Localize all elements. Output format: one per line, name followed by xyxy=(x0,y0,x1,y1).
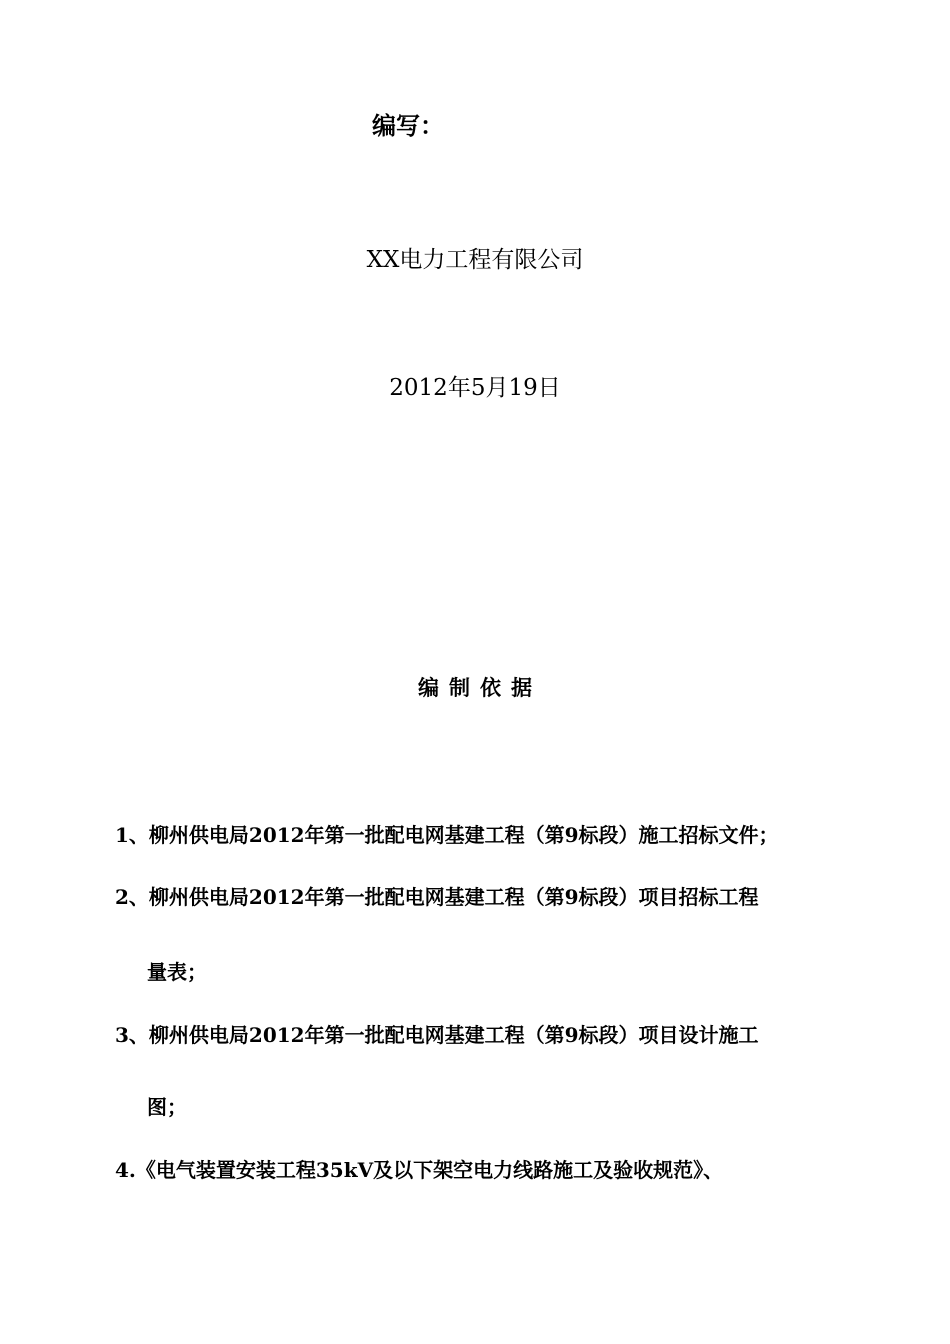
item-text: 柳州供电局2012年第一批配电网基建工程（第9标段）项目招标工程 xyxy=(148,885,759,909)
basis-item-1 xyxy=(115,825,779,845)
section-heading: 编制依据 xyxy=(418,675,542,700)
item-number: 1、 xyxy=(115,823,149,847)
author-label: 编写： xyxy=(372,111,444,140)
item-number: 2、 xyxy=(115,885,149,909)
basis-item-4 xyxy=(115,1160,723,1180)
item-text: 柳州供电局2012年第一批配电网基建工程（第9标段）项目设计施工 xyxy=(148,1023,759,1047)
item-number: 3、 xyxy=(115,1023,149,1047)
basis-item-3-continuation: 图； xyxy=(147,1095,187,1119)
item-number: 4. xyxy=(115,1158,136,1182)
item-text: 《电气装置安装工程35kV及以下架空电力线路施工及验收规范》、 xyxy=(135,1158,724,1182)
company-name: XX电力工程有限公司 xyxy=(366,247,584,273)
basis-item-3 xyxy=(115,1025,759,1045)
basis-item-2-continuation: 量表； xyxy=(147,960,207,984)
item-text: 柳州供电局2012年第一批配电网基建工程（第9标段）施工招标文件； xyxy=(148,823,779,847)
basis-item-2 xyxy=(115,887,759,907)
document-date: 2012年5月19日 xyxy=(389,375,561,401)
